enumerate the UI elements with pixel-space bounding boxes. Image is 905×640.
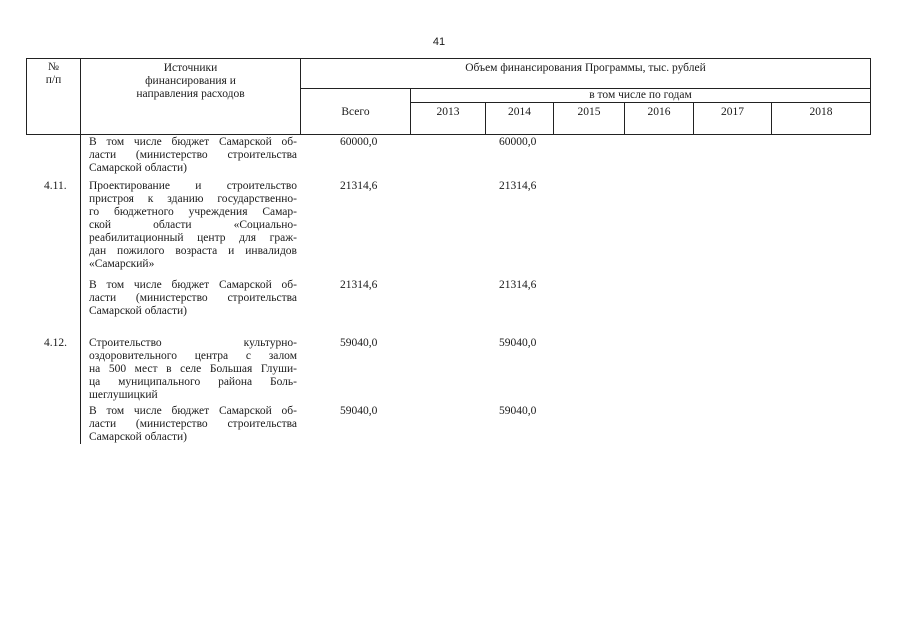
text-line: Самарской области) [89, 431, 187, 443]
text-line: ласти (министерство строительства [89, 149, 297, 161]
page-number: 41 [432, 36, 446, 48]
row-source-text [89, 279, 297, 318]
row-value-2014: 59040,0 [499, 337, 537, 349]
text-line: В том числе бюджет Самарской об- [89, 136, 297, 148]
header-number-label: № п/п [45, 61, 62, 86]
row-total: 59040,0 [340, 337, 378, 349]
row-number: 4.12. [44, 337, 67, 349]
header-year-label: 2016 [647, 106, 671, 118]
text-line: В том числе бюджет Самарской об- [89, 279, 297, 291]
header-sources-label: Источники финансирования и направления расходов [136, 62, 245, 100]
row-source-text [89, 180, 297, 271]
text-line: на 500 мест в селе Большая Глуши- [89, 363, 297, 375]
text-line: Самарской области) [89, 305, 187, 317]
header-year-label: 2014 [508, 106, 531, 118]
column-divider [80, 134, 81, 444]
row-source-text [89, 405, 297, 444]
text-line: Строительство культурно- [89, 337, 297, 349]
text-line: ласти (министерство строительства [89, 418, 297, 430]
text-line: В том числе бюджет Самарской об- [89, 405, 297, 417]
text-line: ласти (министерство строительства [89, 292, 297, 304]
row-value-2014: 60000,0 [499, 136, 537, 148]
text-line: «Самарский» [89, 258, 155, 270]
header-year-label: 2015 [577, 106, 601, 118]
text-line: ской области «Социально- [89, 219, 297, 231]
header-year-label: 2017 [721, 106, 744, 118]
text-line: шеглушицкий [89, 389, 158, 401]
row-total: 21314,6 [340, 279, 378, 291]
header-year-label: 2013 [436, 106, 460, 118]
text-line: Проектирование и строительство [89, 180, 297, 192]
header-by-years-label: в том числе по годам [589, 89, 692, 101]
text-line: реабилитационный центр для граж- [89, 232, 297, 244]
row-total: 60000,0 [340, 136, 378, 148]
text-line: ца муниципального района Боль- [89, 376, 297, 388]
text-line: пристроя к зданию государственно- [89, 193, 297, 205]
row-source-text [89, 136, 297, 175]
header-total-label: Всего [341, 106, 370, 118]
text-line: го бюджетного учреждения Самар- [89, 206, 297, 218]
row-value-2014: 59040,0 [499, 405, 537, 417]
row-total: 59040,0 [340, 405, 378, 417]
row-source-text [89, 337, 297, 402]
row-total: 21314,6 [340, 180, 378, 192]
header-year-label: 2018 [809, 106, 833, 118]
row-value-2014: 21314,6 [499, 279, 537, 291]
text-line: дан пожилого возраста и инвалидов [89, 245, 297, 257]
text-line: Самарской области) [89, 162, 187, 174]
row-number: 4.11. [44, 180, 67, 192]
row-value-2014: 21314,6 [499, 180, 537, 192]
text-line: оздоровительного центра с залом [89, 350, 297, 362]
header-volume-label: Объем финансирования Программы, тыс. рублей [465, 62, 706, 74]
